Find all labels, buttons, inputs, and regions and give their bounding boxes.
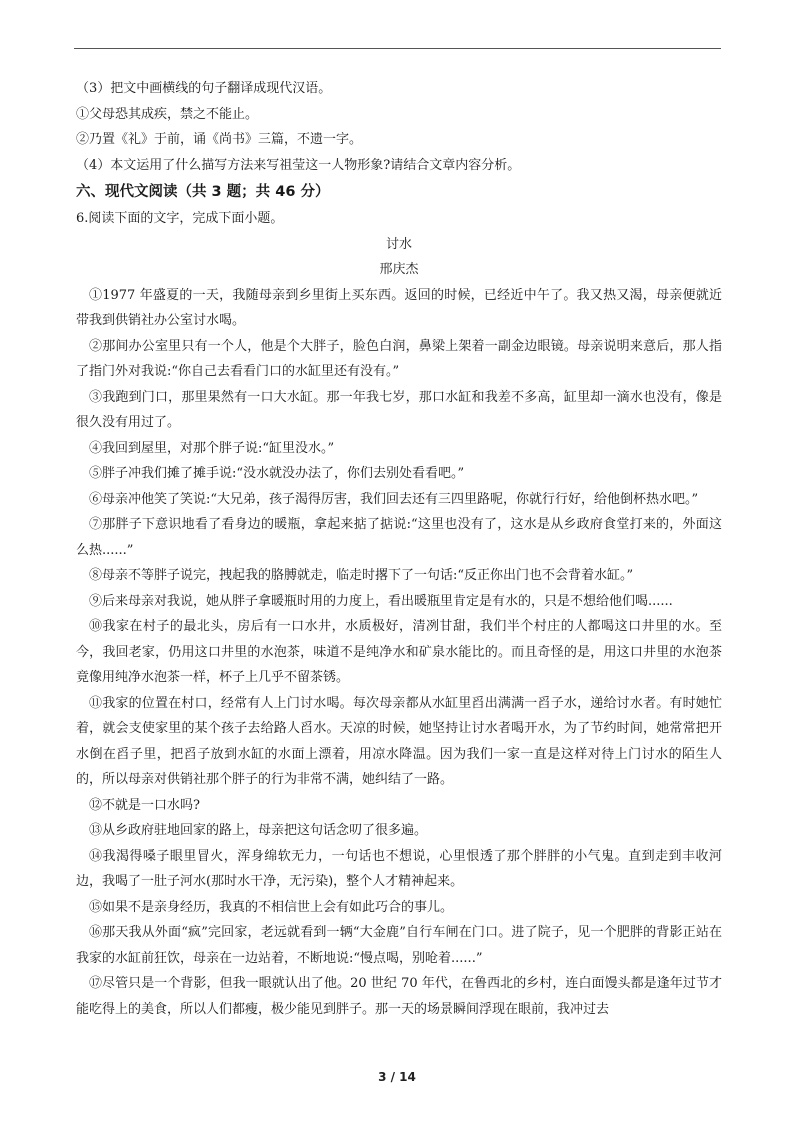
page-content [76, 76, 722, 1022]
article-paragraph: ⑩我家在村子的最北头，房后有一口水井，水质极好，清冽甘甜，我们半个村庄的人都喝这口井里的水。至今，我回老家，仍用这口井里的水泡茶，味道不是纯净水和矿泉水能比的。而且奇怪的是，用这口井里的水泡茶竟像用纯净水泡茶一样，杯子上几乎不留茶锈。 [76, 619, 722, 685]
article-paragraph: ⑥母亲冲他笑了笑说:“大兄弟，孩子渴得厉害，我们回去还有三四里路呢，你就行行好，给他倒杯热水吧。” [89, 491, 699, 507]
article-paragraph: ⑪我家的位置在村口，经常有人上门讨水喝。每次母亲都从水缸里舀出满满一舀子水，递给讨水者。有时她忙着，就会支使家里的某个孩子去给路人舀水。天凉的时候，她坚持让讨水者喝开水，为了节约时间，她常常把开水倒在舀子里，把舀子放到水缸的水面上漂着，用凉水降温。因为我们一家一直是这样对待上门讨水的陌生人的，所以母亲对供销社那个胖子的行为非常不满，她纠结了一路。 [76, 695, 722, 787]
article-paragraph: ⑧母亲不等胖子说完，拽起我的胳膊就走，临走时撂下了一句话:“反正你出门也不会背着水缸。” [89, 568, 634, 583]
header-rule [74, 48, 721, 49]
article-paragraph: ⑦那胖子下意识地看了看身边的暖瓶，拿起来掂了掂说:“这里也没有了，这水是从乡政府食堂打来的，外面这么热......” [76, 517, 722, 558]
article-paragraph: ⑫不就是一口水吗? [89, 797, 200, 813]
article-author: 邢庆杰 [379, 262, 419, 277]
article-paragraph: ④我回到屋里，对那个胖子说:“缸里没水。” [89, 440, 335, 456]
article-paragraph: ⑯那天我从外面“疯”完回家，老远就看到一辆“大金鹿”自行车闸在门口。进了院子，见一个肥胖的背影正站在我家的水缸前狂饮，母亲在一边站着，不断地说:“慢点喝，别呛着......” [76, 925, 722, 966]
question-3-sentence-2: ②乃置《礼》于前，诵《尚书》三篇，不遗一字。 [76, 132, 363, 147]
article-paragraph: ⑮如果不是亲身经历，我真的不相信世上会有如此巧合的事儿。 [89, 899, 454, 915]
article-paragraph: ①1977 年盛夏的一天，我随母亲到乡里街上买东西。返回的时候，已经近中午了。我又热又渴，母亲便就近带我到供销社办公室讨水喝。 [76, 287, 722, 328]
section-heading: 六、现代文阅读（共 3 题；共 46 分） [76, 184, 330, 200]
article-body [76, 283, 722, 1023]
page-number: 3 / 14 [378, 1070, 416, 1084]
question-3: （3）把文中画横线的句子翻译成现代汉语。 [76, 81, 332, 96]
article-paragraph: ⑤胖子冲我们摊了摊手说:“没水就没办法了，你们去别处看看吧。” [89, 466, 465, 481]
question-3-sentence-1: ①父母恐其成疾，禁之不能止。 [76, 106, 259, 122]
article-paragraph: ⑭我渴得嗓子眼里冒火，浑身绵软无力，一句话也不想说，心里恨透了那个胖胖的小气鬼。直到走到丰收河边，我喝了一肚子河水(那时水干净，无污染)，整个人才精神起来。 [76, 848, 722, 889]
article-paragraph: ⑬从乡政府驻地回家的路上，母亲把这句话念叨了很多遍。 [89, 823, 428, 838]
article-paragraph: ③我跑到门口，那里果然有一口大水缸。那一年我七岁，那口水缸和我差不多高，缸里却一滴水也没有，像是很久没有用过了。 [76, 389, 722, 430]
question-4: （4）本文运用了什么描写方法来写祖莹这一人物形象?请结合文章内容分析。 [76, 157, 521, 173]
article-title: 讨水 [385, 236, 412, 252]
article-paragraph: ②那间办公室里只有一个人，他是个大胖子，脸色白润，鼻梁上架着一副金边眼镜。母亲说明来意后，那人指了指门外对我说:“你自己去看看门口的水缸里还有没有。” [76, 338, 722, 379]
article-paragraph: ⑨后来母亲对我说，她从胖子拿暖瓶时用的力度上，看出暖瓶里肯定是有水的，只是不想给他们喝...... [89, 593, 673, 609]
question-6-prompt: 6.阅读下面的文字，完成下面小题。 [76, 211, 284, 226]
article-paragraph: ⑰尽管只是一个背影，但我一眼就认出了他。20 世纪 70 年代，在鲁西北的乡村，连白面馒头都是逢年过节才能吃得上的美食，所以人们都瘦，极少能见到胖子。那一天的场景瞬间浮现在眼前，我冲过去 [76, 976, 722, 1017]
